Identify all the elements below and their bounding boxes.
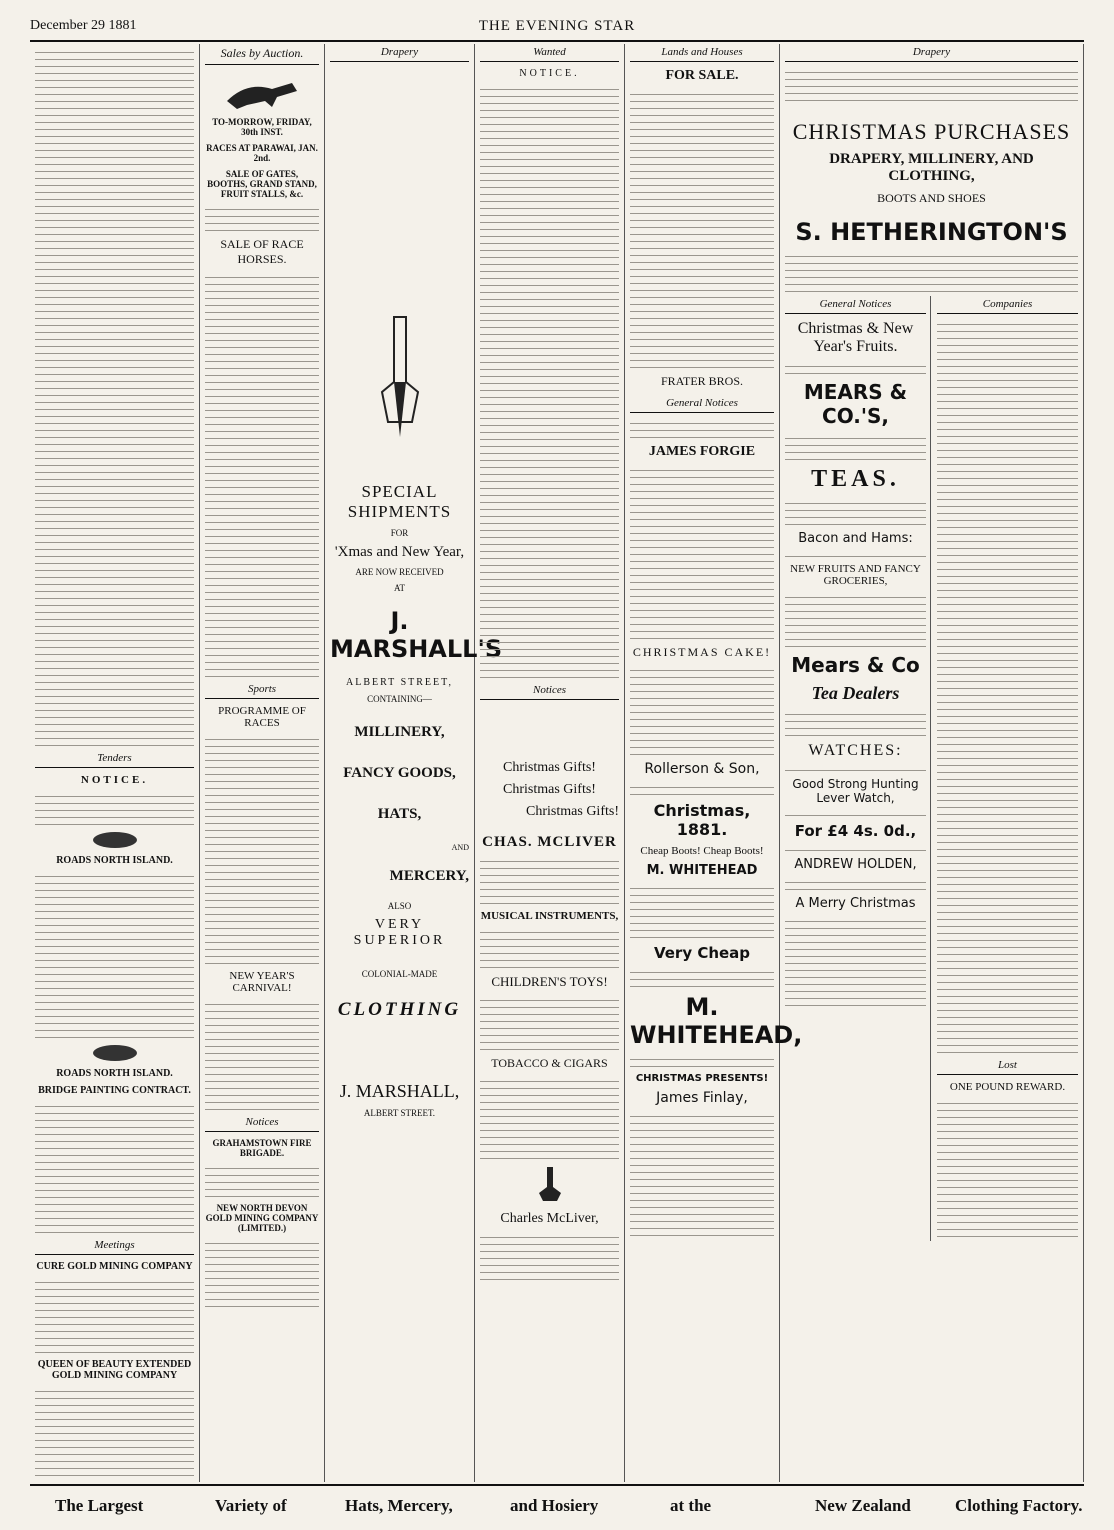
sports-heading: Sports (205, 681, 319, 699)
footer-segment-3: Hats, Mercery, (345, 1496, 453, 1515)
footer-banner (30, 1484, 1084, 1526)
meetings-heading: Meetings (35, 1237, 194, 1255)
new-years-carnival-heading: NEW YEAR'S CARNIVAL! (229, 970, 295, 994)
lost-heading: Lost (937, 1057, 1078, 1075)
race-horses-heading: SALE OF RACE HORSES. (220, 237, 304, 266)
programme-heading: PROGRAMME OF RACES (218, 705, 306, 729)
marshalls-name: J. MARSHALL'S (330, 607, 503, 663)
christmas-cake: CHRISTMAS CAKE! (632, 645, 772, 659)
issue-date: December 29 1881 (30, 18, 137, 33)
pointing-hand-icon (370, 312, 430, 442)
hetherington-name: S. HETHERINGTON'S (795, 218, 1068, 246)
column-3 (325, 44, 503, 1482)
whitehead-name: M. WHITEHEAD (646, 863, 758, 878)
column-1 (30, 44, 200, 1482)
drapery-heading: Drapery (785, 44, 1078, 62)
received-line: ARE NOW RECEIVED (355, 567, 444, 577)
roads-heading-2: ROADS NORTH ISLAND. (56, 1068, 173, 1079)
auction-heading: Sales by Auction. (205, 44, 319, 65)
queen-beauty-heading: QUEEN OF BEAUTY EXTENDED GOLD MINING COMPANY (37, 1359, 192, 1381)
bacon-hams: Bacon and Hams: (798, 531, 913, 546)
wanted-heading: Wanted (480, 44, 619, 62)
christmas-1881: Christmas, 1881. (653, 801, 751, 839)
notices-heading: Notices (480, 682, 619, 700)
teas-heading: TEAS. (811, 466, 900, 492)
royal-crest-icon (90, 1044, 140, 1062)
general-notices-heading: General Notices (785, 296, 926, 314)
at-word: AT (394, 583, 405, 593)
tobacco-cigars: TOBACCO & CIGARS (491, 1056, 608, 1070)
newspaper-title: THE EVENING STAR (478, 18, 636, 34)
column-2 (200, 44, 325, 1482)
mears-and-co: Mears & Co (791, 653, 920, 677)
clothing: CLOTHING (337, 999, 462, 1020)
footer-segment-7: Clothing Factory. (955, 1496, 1083, 1515)
footer-segment-6: New Zealand (815, 1496, 911, 1515)
fruits-heading: Christmas & New Year's Fruits. (797, 320, 914, 355)
two-subcolumns (785, 296, 1078, 1241)
cure-gold-heading: CURE GOLD MINING COMPANY (36, 1261, 193, 1272)
fire-brigade-heading: GRAHAMSTOWN FIRE BRIGADE. (212, 1138, 312, 1158)
childrens-toys: CHILDREN'S TOYS! (491, 974, 608, 989)
for-sale-heading: FOR SALE. (665, 68, 739, 83)
gifts-line-2: Christmas Gifts! (503, 782, 596, 797)
gifts-line-1: Christmas Gifts! (503, 760, 596, 775)
christmas-purchases: CHRISTMAS PURCHASES (792, 119, 1071, 144)
lands-houses-heading: Lands and Houses (630, 44, 774, 62)
drapery-heading: Drapery (330, 44, 469, 62)
footer-segment-1: The Largest (55, 1496, 144, 1515)
column-6 (780, 44, 1084, 1482)
footer-segment-2: Variety of (215, 1496, 287, 1515)
pointing-hand-icon (535, 1165, 565, 1205)
royal-crest-icon (90, 831, 140, 849)
notices-heading: Notices (205, 1114, 319, 1132)
special-shipments: SPECIAL SHIPMENTS (347, 482, 452, 521)
cheap-boots: Cheap Boots! Cheap Boots! (640, 845, 764, 857)
companies-heading: Companies (937, 296, 1078, 314)
notice-title: NOTICE. (519, 68, 580, 79)
sale-booths-line: SALE OF GATES, BOOTHS, GRAND STAND, FRUIT STALLS, &c. (207, 169, 317, 199)
rollerson-name: Rollerson & Son, (644, 761, 760, 777)
masthead (30, 18, 1084, 42)
hats: HATS, (377, 806, 422, 822)
also-word: ALSO (387, 901, 412, 911)
whitehead-big: M. WHITEHEAD, (630, 993, 803, 1049)
gifts-line-3: Christmas Gifts! (526, 804, 619, 819)
bridge-heading: BRIDGE PAINTING CONTRACT. (38, 1085, 191, 1096)
companies-subcolumn (937, 296, 1078, 1241)
millinery: MILLINERY, (354, 724, 445, 740)
footer-segment-4: and Hosiery (510, 1496, 599, 1515)
albert-street: ALBERT STREET, (345, 677, 454, 688)
new-fruits-groceries: NEW FRUITS AND FANCY GROCERIES, (790, 563, 921, 587)
christmas-presents: CHRISTMAS PRESENTS! (635, 1073, 769, 1084)
notice-title: NOTICE. (80, 774, 149, 786)
very-superior: VERY SUPERIOR (353, 917, 446, 948)
mcliver-signature: Charles McLiver, (500, 1211, 599, 1226)
mears-co: MEARS & CO.'S, (803, 380, 908, 428)
musical-instruments: MUSICAL INSTRUMENTS, (480, 910, 619, 922)
mcliver-name: CHAS. MCLIVER (482, 834, 617, 850)
hunting-watch: Good Strong Hunting Lever Watch, (792, 777, 919, 805)
north-devon-heading: NEW NORTH DEVON GOLD MINING COMPANY (LIMITED.) (205, 1203, 319, 1233)
footer-segment-5: at the (670, 1496, 712, 1515)
xmas-line: 'Xmas and New Year, (334, 544, 465, 560)
story-text (35, 48, 194, 746)
racehorse-icon (217, 71, 307, 111)
roads-heading: ROADS NORTH ISLAND. (56, 855, 173, 866)
watch-price: For £4 4s. 0d., (794, 822, 917, 840)
mercery: MERCERY, (389, 868, 469, 884)
finlay-name: James Finlay, (656, 1090, 748, 1106)
colonial-made: COLONIAL-MADE (361, 969, 438, 979)
very-cheap: Very Cheap (653, 944, 751, 962)
drapery-millinery-clothing: DRAPERY, MILLINERY, AND CLOTHING, (829, 151, 1034, 184)
tenders-heading: Tenders (35, 750, 194, 768)
fancy-goods: FANCY GOODS, (343, 765, 456, 781)
albert-street-2: ALBERT STREET. (363, 1108, 436, 1118)
containing-line: CONTAINING— (367, 694, 432, 704)
column-4 (475, 44, 625, 1482)
tea-dealers: Tea Dealers (811, 683, 900, 703)
forgie-name: JAMES FORGIE (648, 444, 756, 459)
general-notices-heading: General Notices (630, 395, 774, 413)
tomorrow-line: TO-MORROW, FRIDAY, 30th INST. (212, 117, 312, 137)
merry-christmas: A Merry Christmas (795, 896, 916, 911)
and-word: AND (451, 843, 469, 852)
holden-name: ANDREW HOLDEN, (794, 857, 917, 872)
watches-heading: WATCHES: (808, 742, 903, 759)
races-line: RACES AT PARAWAI, JAN. 2nd. (206, 143, 318, 163)
frater-bros: FRATER BROS. (660, 374, 744, 388)
for-word: FOR (390, 528, 409, 538)
marshall-signature: J. MARSHALL, (339, 1081, 460, 1101)
general-notices-subcolumn (785, 296, 931, 1241)
column-5 (625, 44, 803, 1482)
one-pound-reward: ONE POUND REWARD. (949, 1081, 1066, 1093)
boots-shoes: BOOTS AND SHOES (877, 191, 986, 205)
